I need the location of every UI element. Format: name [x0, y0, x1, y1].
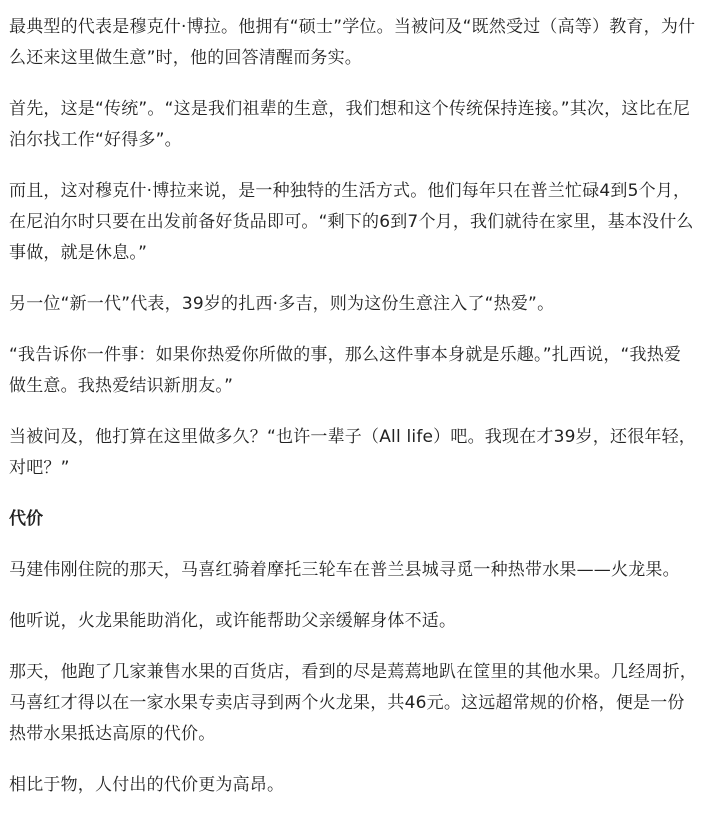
- paragraph: “我告诉你一件事：如果你热爱你所做的事，那么这件事本身就是乐趣。”扎西说，“我热爱做生意。我热爱结识新朋友。”: [9, 345, 682, 396]
- paragraph: 当被问及，他打算在这里做多久？“也许一辈子（All life）吧。我现在才39岁，还很年轻，对吧？”: [9, 427, 697, 478]
- paragraph: 而且，这对穆克什·博拉来说，是一种独特的生活方式。他们每年只在普兰忙碌4到5个月，在尼泊尔时只要在出发前备好货品即可。“剩下的6到7个月，我们就待在家里，基本没什么事做，就是休息。”: [9, 181, 694, 263]
- article-body: [9, 12, 697, 821]
- paragraph: 另一位“新一代”代表，39岁的扎西·多吉，则为这份生意注入了“热爱”。: [9, 294, 555, 314]
- section-heading: 代价: [9, 509, 43, 529]
- paragraph: 马建伟刚住院的那天，马喜红骑着摩托三轮车在普兰县城寻觅一种热带水果——火龙果。: [9, 560, 680, 580]
- paragraph: 那天，他跑了几家兼售水果的百货店，看到的尽是蔫蔫地趴在筐里的其他水果。几经周折，马喜红才得以在一家水果专卖店寻到两个火龙果，共46元。这远超常规的价格，便是一份热带水果抵达高原的代价。: [9, 662, 697, 744]
- paragraph: 他听说，火龙果能助消化，或许能帮助父亲缓解身体不适。: [9, 611, 457, 631]
- paragraph: 相比于物，人付出的代价更为高昂。: [9, 775, 285, 795]
- paragraph: 首先，这是“传统”。“这是我们祖辈的生意，我们想和这个传统保持连接。”其次，这比在尼泊尔找工作“好得多”。: [9, 99, 691, 150]
- paragraph: 最典型的代表是穆克什·博拉。他拥有“硕士”学位。当被问及“既然受过（高等）教育，为什么还来这里做生意”时，他的回答清醒而务实。: [9, 17, 696, 68]
